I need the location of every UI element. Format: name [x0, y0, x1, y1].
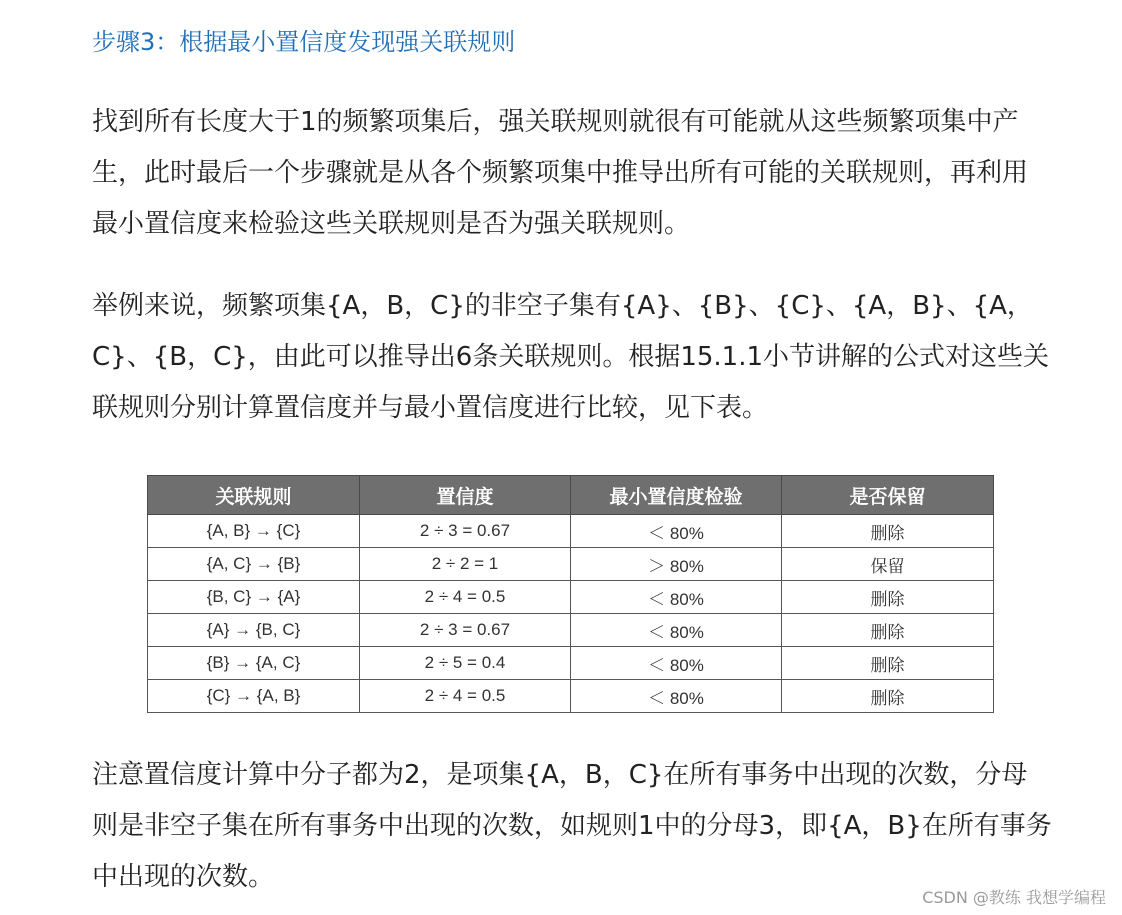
table-row: [148, 515, 994, 548]
cell-confidence: 2 ÷ 3 = 0.67: [360, 614, 571, 647]
watermark: CSDN @教练 我想学编程: [922, 888, 1106, 907]
cell-keep: 删除: [782, 680, 994, 713]
table-row: [148, 647, 994, 680]
cell-confidence: 2 ÷ 5 = 0.4: [360, 647, 571, 680]
cell-rule: {A} → {B, C}: [148, 614, 360, 647]
table-row: [148, 614, 994, 647]
cell-rule: {A, C} → {B}: [148, 548, 360, 581]
cell-confidence: 2 ÷ 3 = 0.67: [360, 515, 571, 548]
cell-rule: {C} → {A, B}: [148, 680, 360, 713]
header-min-confidence-check: 最小置信度检验: [571, 476, 782, 515]
paragraph-intro: 找到所有长度大于1的频繁项集后，强关联规则就很有可能就从这些频繁项集中产生，此时最后一个步骤就是从各个频繁项集中推导出所有可能的关联规则，再利用最小置信度来检验这些关联规则是否为强关联规则。: [92, 107, 1029, 239]
paragraph-example: 举例来说，频繁项集{A，B，C}的非空子集有{A}、{B}、{C}、{A，B}、{A，C}、{B，C}，由此可以推导出6条关联规则。根据15.1.1小节讲解的公式对这些关联规则分别计算置信度并与最小置信度进行比较，见下表。: [92, 291, 1050, 423]
association-rules-table: [147, 475, 994, 713]
table-header-row: [148, 476, 994, 515]
cell-check: ＜ 80%: [571, 515, 782, 548]
table-row: [148, 548, 994, 581]
cell-check: ＜ 80%: [571, 680, 782, 713]
cell-check: ＞ 80%: [571, 548, 782, 581]
cell-confidence: 2 ÷ 4 = 0.5: [360, 680, 571, 713]
cell-rule: {B} → {A, C}: [148, 647, 360, 680]
cell-keep: 保留: [782, 548, 994, 581]
table-row: [148, 581, 994, 614]
cell-keep: 删除: [782, 614, 994, 647]
cell-confidence: 2 ÷ 2 = 1: [360, 548, 571, 581]
cell-check: ＜ 80%: [571, 647, 782, 680]
cell-keep: 删除: [782, 581, 994, 614]
cell-check: ＜ 80%: [571, 581, 782, 614]
cell-keep: 删除: [782, 647, 994, 680]
section-heading: 步骤3：根据最小置信度发现强关联规则: [92, 28, 516, 56]
table-row: [148, 680, 994, 713]
header-rule: 关联规则: [148, 476, 360, 515]
cell-rule: {A, B} → {C}: [148, 515, 360, 548]
cell-rule: {B, C} → {A}: [148, 581, 360, 614]
paragraph-note: 注意置信度计算中分子都为2，是项集{A，B，C}在所有事务中出现的次数，分母则是非空子集在所有事务中出现的次数，如规则1中的分母3，即{A，B}在所有事务中出现的次数。: [92, 760, 1052, 892]
cell-keep: 删除: [782, 515, 994, 548]
cell-check: ＜ 80%: [571, 614, 782, 647]
cell-confidence: 2 ÷ 4 = 0.5: [360, 581, 571, 614]
header-confidence: 置信度: [360, 476, 571, 515]
header-keep: 是否保留: [782, 476, 994, 515]
